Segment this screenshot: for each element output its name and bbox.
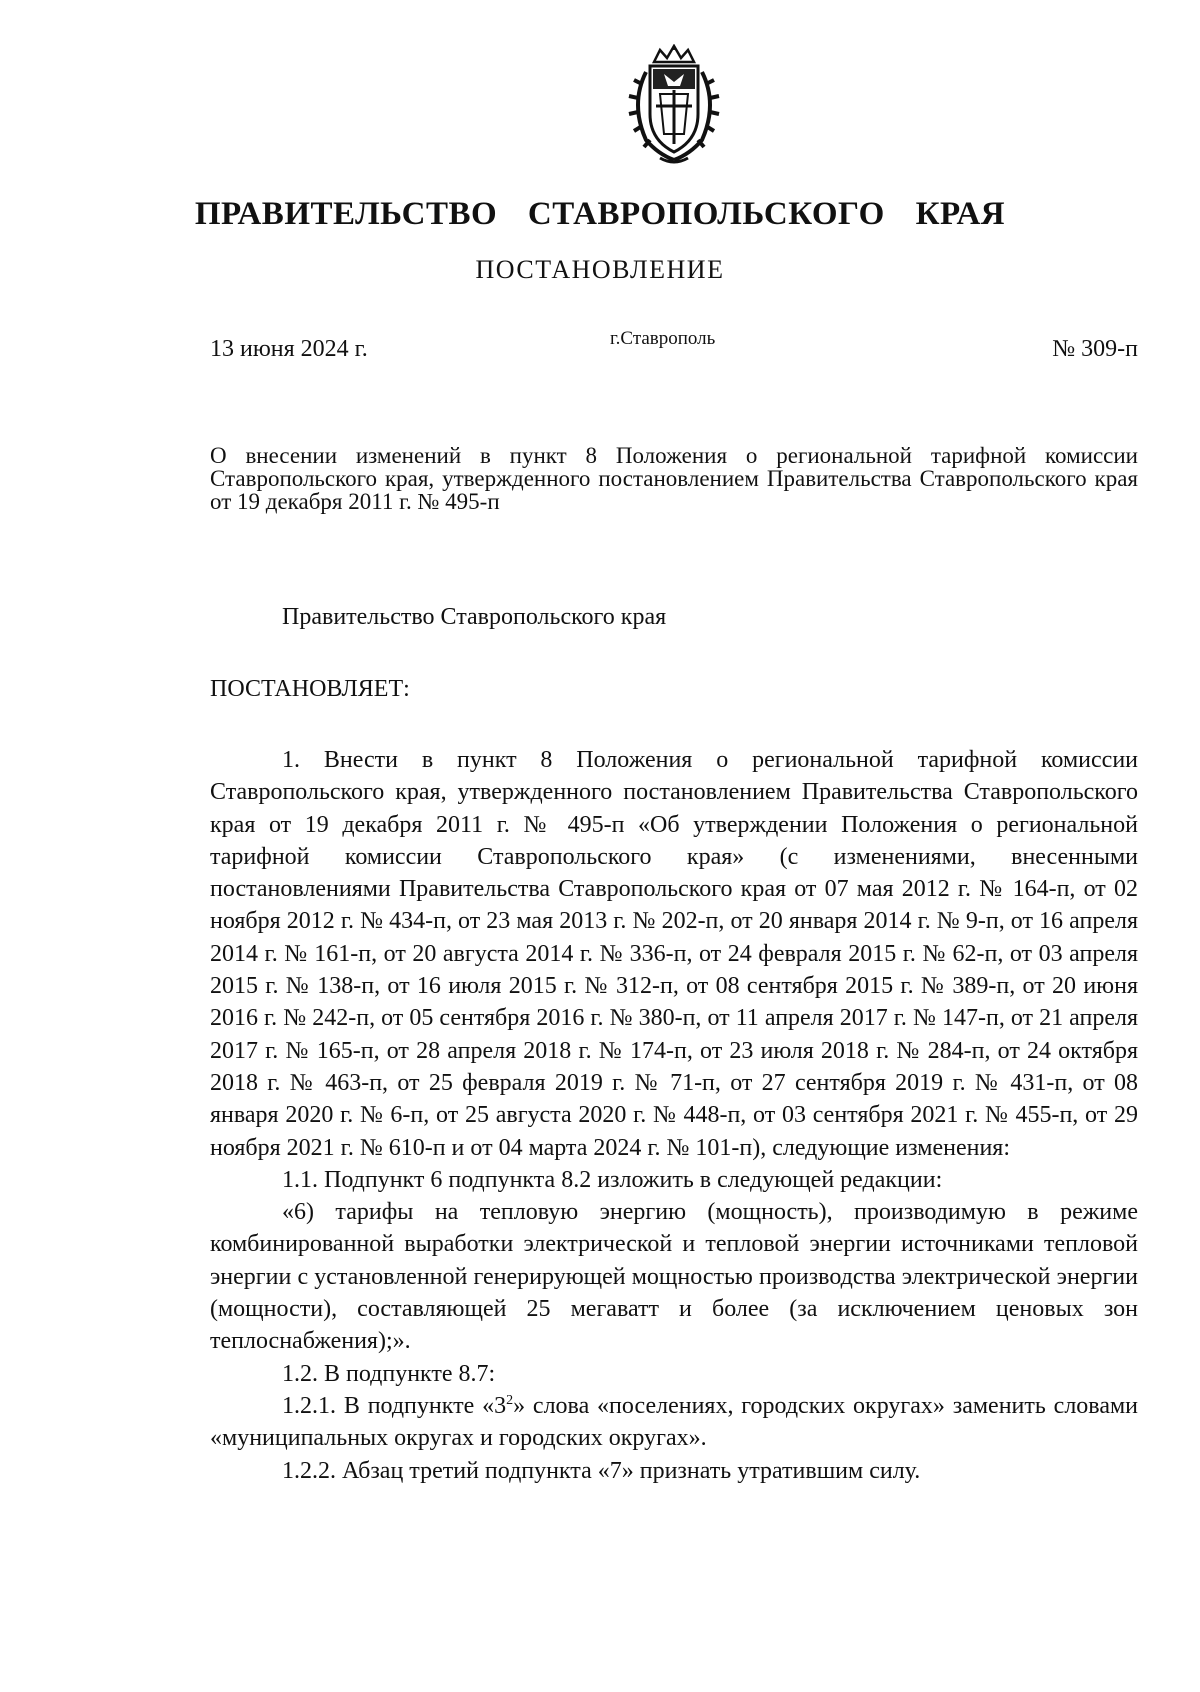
superscript: 2 [506,1392,514,1408]
document-date: 13 июня 2024 г. [210,336,368,362]
preamble: Правительство Ставропольского края [282,604,667,630]
paragraph-1-2-1-end: » слова «поселениях, городских округах» заменить словами «муниципальных округах и городских округах». [210,1392,1139,1452]
coat-of-arms-icon [620,44,728,166]
government-title: ПРАВИТЕЛЬСТВО СТАВРОПОЛЬСКОГО КРАЯ [194,196,1006,232]
document-body [210,744,1138,1487]
paragraph-1-2-1 [210,1390,1138,1455]
document-number: № 309-п [1052,336,1138,362]
paragraph-1-2-1-start: 1.2.1. В подпункте «3 [282,1392,507,1419]
paragraph-1-1: 1.1. Подпункт 6 подпункта 8.2 изложить в следующей редакции: [282,1166,943,1193]
paragraph-1-2: 1.2. В подпункте 8.7: [282,1360,496,1387]
paragraph-1-1-text: «6) тарифы на тепловую энергию (мощность), производимую в режиме комбинированной выработки электрической и тепловой энергии источниками тепловой энергии с установленной генерирующей мощностью производства электрической энергии (мощности), составляющей 25 мегаватт и более (за исключением ценовых зон теплоснабжения);». [210,1199,1138,1355]
paragraph-1: 1. Внести в пункт 8 Положения о региональной тарифной комиссии Ставропольского края, утвержденного постановлением Правительства Ставропольского края от 19 декабря 2011 г. № 495-п «Об утверждении Положения о региональной тарифной комиссии Ставропольского края» (с изменениями, внесенными постановлениями Правительства Ставропольского края от 07 мая 2012 г. № 164-п, от 02 ноября 2012 г. № 434-п, от 23 мая 2013 г. № 202-п, от 20 января 2014 г. № 9-п, от 16 апреля 2014 г. № 161-п, от 20 августа 2014 г. № 336-п, от 24 февраля 2015 г. № 62-п, от 03 апреля 2015 г. № 138-п, от 16 июля 2015 г. № 312-п, от 08 сентября 2015 г. № 389-п, от 20 июня 2016 г. № 242-п, от 05 сентября 2016 г. № 380-п, от 11 апреля 2017 г. № 147-п, от 21 апреля 2017 г. № 165-п, от 28 апреля 2018 г. № 174-п, от 23 июля 2018 г. № 284-п, от 24 октября 2018 г. № 463-п, от 25 февраля 2019 г. № 71-п, от 27 сентября 2019 г. № 431-п, от 08 января 2020 г. № 6-п, от 25 августа 2020 г. № 448-п, от 03 сентября 2021 г. № 455-п, от 29 ноября 2021 г. № 610-п и от 04 марта 2024 г. № 101-п), следующие изменения: [210,747,1138,1161]
document-type: ПОСТАНОВЛЕНИЕ [475,255,725,284]
document-city: г.Ставрополь [610,328,716,349]
document-subject: О внесении изменений в пункт 8 Положения о региональной тарифной комиссии Ставропольского края, утвержденного постановлением Правительства Ставропольского края от 19 декабря 2011 г. № 495-п [210,443,1138,514]
paragraph-1-2-2: 1.2.2. Абзац третий подпункта «7» признать утратившим силу. [282,1457,921,1484]
decree-word: ПОСТАНОВЛЯЕТ: [210,676,410,702]
